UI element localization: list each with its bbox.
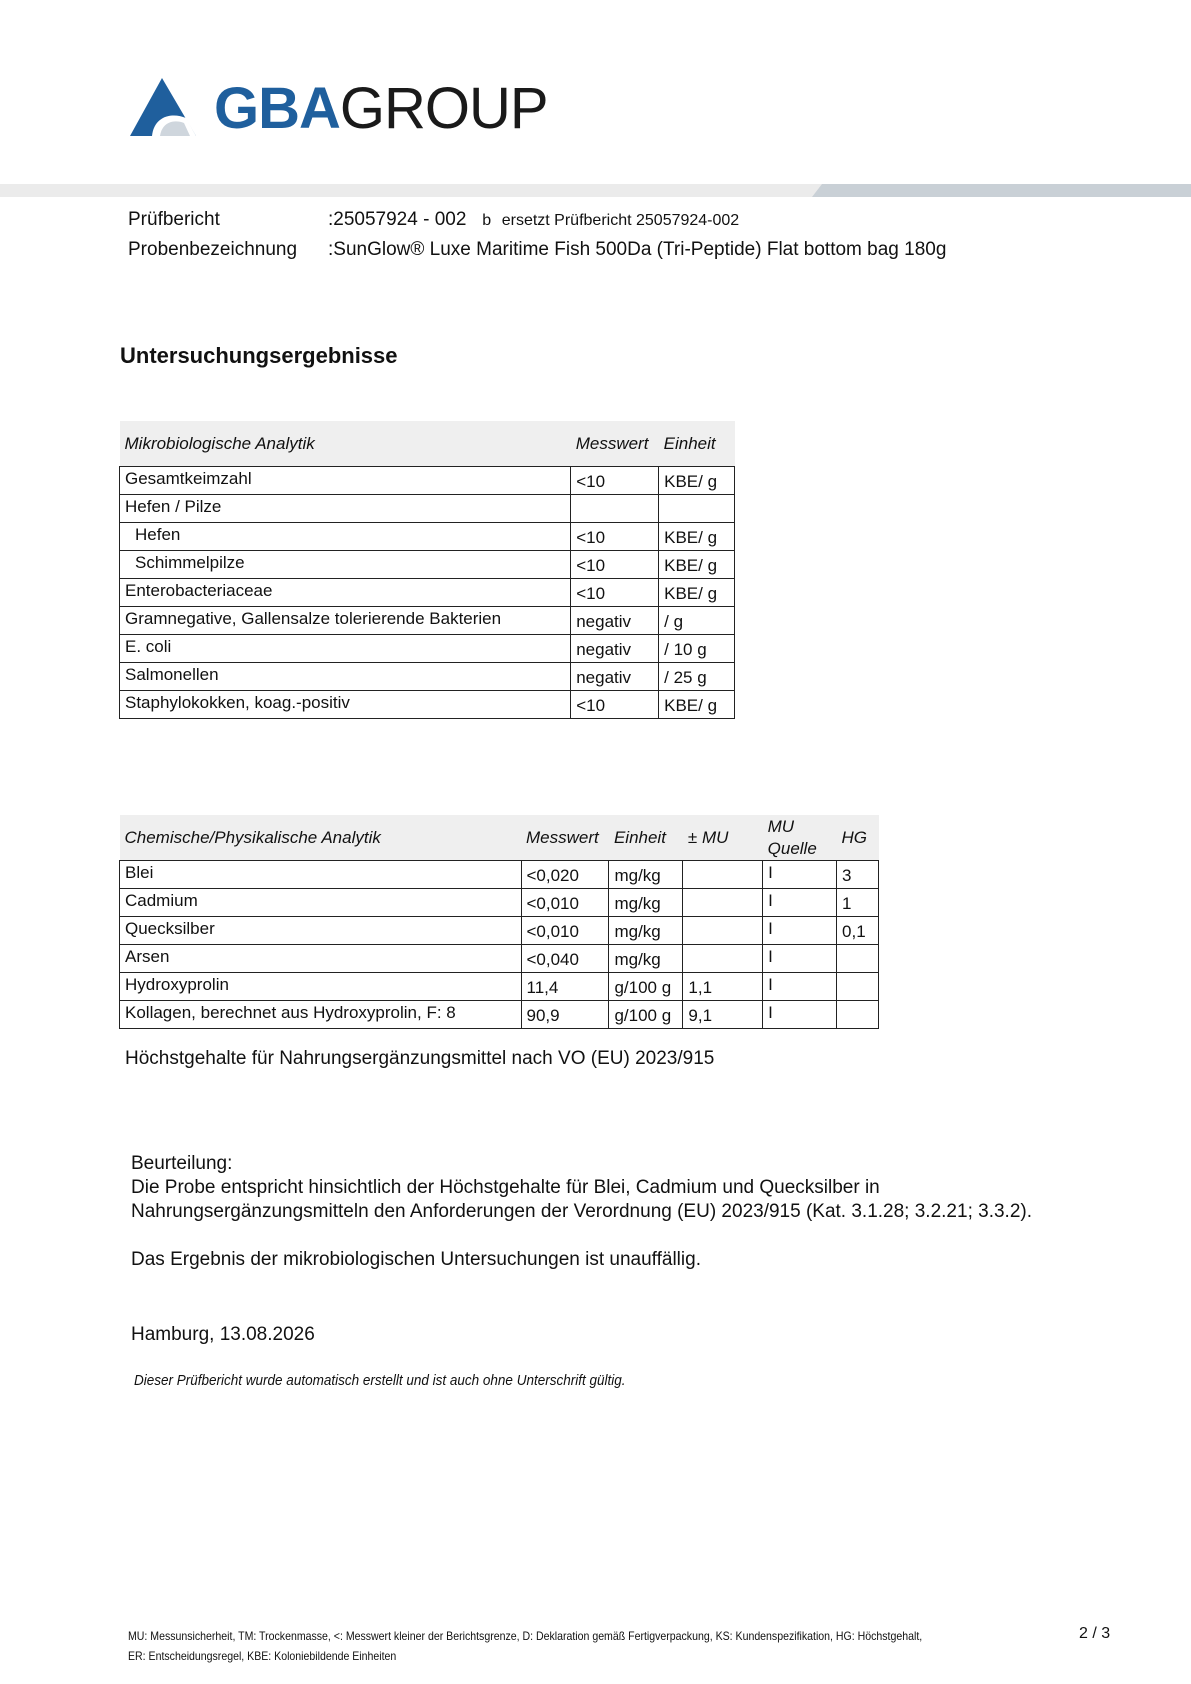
table-row [120, 945, 879, 973]
analyte-name: Quecksilber [120, 917, 522, 945]
unit [659, 495, 735, 523]
automatic-report-note: Dieser Prüfbericht wurde automatisch erstellt und ist auch ohne Unterschrift gültig. [134, 1372, 626, 1389]
table-header-row [120, 815, 879, 861]
unit: g/100 g [609, 1001, 683, 1029]
analyte-name: Gesamtkeimzahl [120, 467, 571, 495]
header-mu-source-line1: MU [767, 816, 795, 836]
measured-value: negativ [571, 607, 659, 635]
table-row [120, 691, 735, 719]
measured-value: <10 [571, 579, 659, 607]
analyte-name: Cadmium [120, 889, 522, 917]
mu-source: I [763, 973, 837, 1001]
max-content [837, 1001, 879, 1029]
unit: g/100 g [609, 973, 683, 1001]
report-number-row [128, 209, 739, 232]
report-suffix: b [482, 212, 492, 229]
analyte-name: Salmonellen [120, 663, 571, 691]
measurement-uncertainty [683, 945, 763, 973]
table-row [120, 551, 735, 579]
analyte-name [120, 551, 571, 579]
unit: / 25 g [659, 663, 735, 691]
max-content [837, 945, 879, 973]
table-row [120, 607, 735, 635]
table-row [120, 663, 735, 691]
analyte-name: E. coli [120, 635, 571, 663]
measured-value: negativ [571, 663, 659, 691]
measured-value: 11,4 [521, 973, 609, 1001]
measured-value: <10 [571, 467, 659, 495]
sample-name-row [128, 239, 946, 261]
logo-group-text: GROUP [339, 76, 548, 141]
microbiology-table [119, 421, 735, 719]
logo-wordmark [214, 76, 548, 142]
mu-source: I [763, 1001, 837, 1029]
gba-triangle-icon [130, 78, 202, 138]
footer-legend [128, 1626, 922, 1666]
header-analysis: Mikrobiologische Analytik [124, 433, 315, 453]
unit: mg/kg [609, 861, 683, 889]
assessment-line-2: Nahrungsergänzungsmitteln den Anforderungen der Verordnung (EU) 2023/915 (Kat. 3.1.28; 3.2.21; 3.3.2). [131, 1201, 1032, 1222]
mu-source: I [763, 861, 837, 889]
table-header-row [120, 421, 735, 467]
place-date: Hamburg, 13.08.2026 [131, 1324, 315, 1345]
measured-value: <0,010 [521, 889, 609, 917]
table-row [120, 861, 879, 889]
unit: / g [659, 607, 735, 635]
header-unit: Einheit [663, 433, 716, 453]
unit: mg/kg [609, 945, 683, 973]
table-row [120, 889, 879, 917]
header-mu: ± MU [687, 827, 729, 847]
measured-value [571, 495, 659, 523]
table-row [120, 635, 735, 663]
mu-source: I [763, 945, 837, 973]
header-mu-source-line2: Quelle [767, 838, 817, 858]
max-content: 3 [837, 861, 879, 889]
analyte-name: Gramnegative, Gallensalze tolerierende Bakterien [120, 607, 571, 635]
unit: / 10 g [659, 635, 735, 663]
measurement-uncertainty: 9,1 [683, 1001, 763, 1029]
max-content: 0,1 [837, 917, 879, 945]
measurement-uncertainty [683, 889, 763, 917]
table-row [120, 973, 879, 1001]
section-title: Untersuchungsergebnisse [120, 343, 398, 368]
header-analysis: Chemische/Physikalische Analytik [124, 827, 381, 847]
report-replaces: ersetzt Prüfbericht 25057924-002 [501, 212, 740, 229]
measurement-uncertainty [683, 861, 763, 889]
measurement-uncertainty: 1,1 [683, 973, 763, 1001]
analyte-name: Arsen [120, 945, 522, 973]
unit: KBE/ g [659, 579, 735, 607]
analyte-name: Staphylokokken, koag.-positiv [120, 691, 571, 719]
micro-result-text: Das Ergebnis der mikrobiologischen Untersuchungen ist unauffällig. [131, 1249, 701, 1270]
header-mu-source-text [768, 816, 817, 860]
unit: KBE/ g [659, 551, 735, 579]
unit: KBE/ g [659, 467, 735, 495]
analyte-name: Enterobacteriaceae [120, 579, 571, 607]
header-hg: HG [841, 827, 868, 847]
measured-value: negativ [571, 635, 659, 663]
max-content-note: Höchstgehalte für Nahrungsergänzungsmittel nach VO (EU) 2023/915 [125, 1048, 715, 1069]
header-band-accent [812, 184, 1191, 197]
analyte-name [120, 523, 571, 551]
table-row [120, 495, 735, 523]
logo-gba-text: GBA [214, 76, 340, 141]
footer-legend-line-2: ER: Entscheidungsregel, KBE: Koloniebildende Einheiten [128, 1649, 397, 1663]
unit: mg/kg [609, 917, 683, 945]
header-mu-source [763, 815, 837, 861]
chemistry-table [119, 815, 879, 1029]
table-row [120, 917, 879, 945]
assessment-line-1: Die Probe entspricht hinsichtlich der Höchstgehalte für Blei, Cadmium und Quecksilber in [131, 1177, 880, 1198]
max-content: 1 [837, 889, 879, 917]
page-number: 2 / 3 [1079, 1625, 1111, 1642]
measured-value: <10 [571, 523, 659, 551]
measured-value: <10 [571, 551, 659, 579]
sample-name-label: Probenbezeichnung [128, 239, 298, 260]
header-value: Messwert [575, 433, 649, 453]
report-number-label: Prüfbericht [128, 209, 220, 230]
measured-value: <10 [571, 691, 659, 719]
measurement-uncertainty [683, 917, 763, 945]
footer-legend-line-1: MU: Messunsicherheit, TM: Trockenmasse, <: Messwert kleiner der Berichtsgrenze, D: Deklaration gemäß Fertigverpackung, KS: Kundenspezifikation, HG: Höchstgehalt, [128, 1629, 923, 1643]
header-unit: Einheit [613, 827, 666, 847]
analyte-name-text: Schimmelpilze [135, 553, 245, 572]
mu-source: I [763, 889, 837, 917]
measured-value: 90,9 [521, 1001, 609, 1029]
header-value: Messwert [526, 827, 599, 847]
table-row [120, 523, 735, 551]
measured-value: <0,020 [521, 861, 609, 889]
table-row [120, 1001, 879, 1029]
max-content [837, 973, 879, 1001]
mu-source: I [763, 917, 837, 945]
table-row [120, 579, 735, 607]
analyte-name: Hydroxyprolin [120, 973, 522, 1001]
analyte-name: Kollagen, berechnet aus Hydroxyprolin, F: 8 [120, 1001, 522, 1029]
unit: KBE/ g [659, 691, 735, 719]
measured-value: <0,010 [521, 917, 609, 945]
analyte-name-text: Hefen [135, 525, 181, 544]
assessment-label: Beurteilung: [131, 1153, 233, 1174]
report-number-value: :25057924 - 002 [328, 209, 467, 230]
unit: mg/kg [609, 889, 683, 917]
analyte-name: Blei [120, 861, 522, 889]
measured-value: <0,040 [521, 945, 609, 973]
sample-name-value: :SunGlow® Luxe Maritime Fish 500Da (Tri-Peptide) Flat bottom bag 180g [328, 239, 947, 260]
analyte-name: Hefen / Pilze [120, 495, 571, 523]
table-row [120, 467, 735, 495]
unit: KBE/ g [659, 523, 735, 551]
